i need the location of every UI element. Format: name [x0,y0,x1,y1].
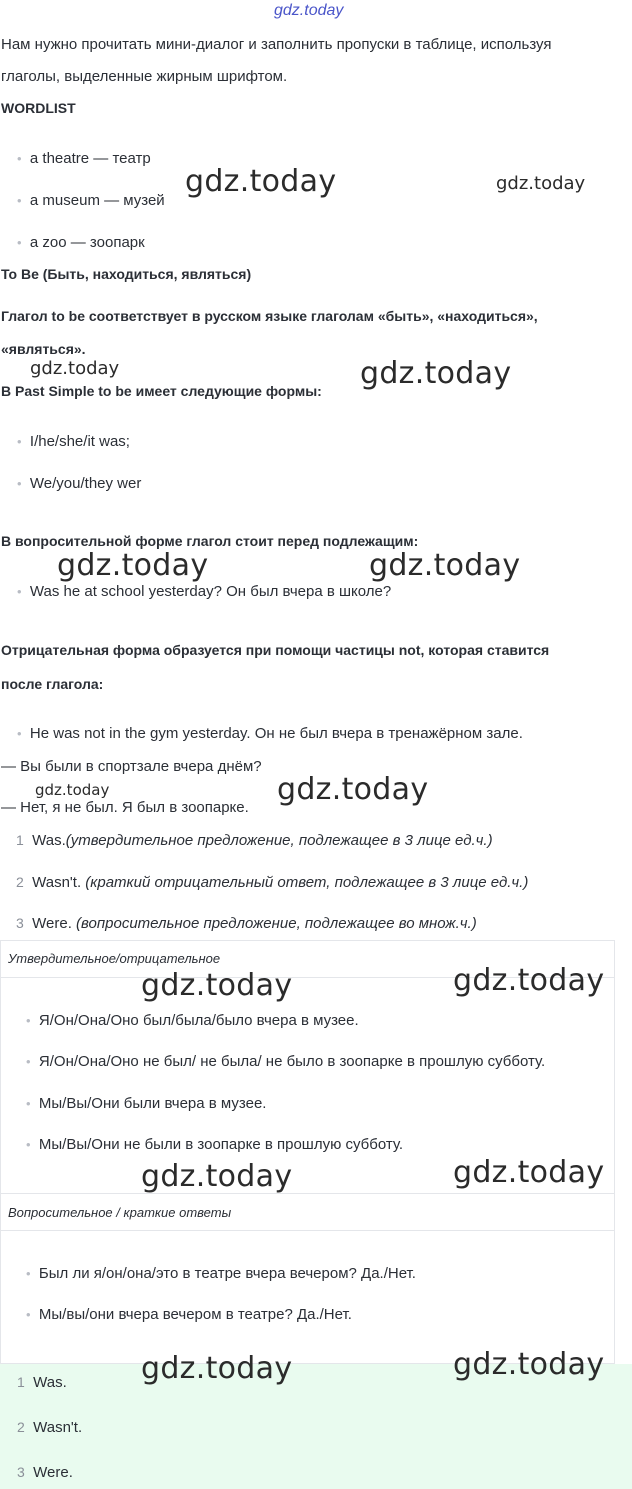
bullet-icon: • [26,1096,31,1111]
tobe-heading: To Be (Быть, находиться, являться) [1,266,252,282]
tobe-desc-line-1: Глагол to be соответствует в русском языке глаголам «быть», «находиться», [1,308,538,324]
final-answer-row: 2 Wasn't. [17,1419,83,1436]
bullet-icon: • [17,476,22,491]
answer-explained-row: 2 Wasn't. (краткий отрицательный ответ, подлежащее в 3 лице ед.ч.) [16,874,529,891]
watermark: gdz.today [360,356,512,391]
bullet-icon: • [17,584,22,599]
watermark: gdz.today [185,164,337,199]
watermark: gdz.today [369,548,521,583]
table-item: • Я/Он/Она/Оно не был/ не была/ не было в зоопарке в прошлую субботу. [26,1053,546,1070]
table-section-header [0,1193,615,1231]
bullet-icon: • [17,193,22,208]
question-example: • Was he at school yesterday? Он был вчера в школе? [17,583,392,600]
table-section-body [0,1230,615,1364]
form-item: • I/he/she/it was; [17,433,130,450]
bullet-icon: • [17,235,22,250]
negative-line-1: Отрицательная форма образуется при помощи частицы not, которая ставится [1,642,550,658]
bullet-icon: • [26,1307,31,1322]
table-item: • Мы/Вы/Они были вчера в музее. [26,1095,267,1112]
watermark: gdz.today [496,173,586,194]
form-item: • We/you/they wer [17,475,142,492]
watermark: gdz.today [453,963,605,998]
bullet-icon: • [17,726,22,741]
final-answer-row: 1 Was. [17,1374,67,1391]
intro-line-2: глаголы, выделенные жирным шрифтом. [1,68,288,85]
final-answer-row: 3 Were. [17,1464,73,1481]
negative-example: • He was not in the gym yesterday. Он не был вчера в тренажёрном зале. [17,725,523,742]
table-item: • Я/Он/Она/Оно был/была/было вчера в музее. [26,1012,359,1029]
table-item: • Мы/Вы/Они не были в зоопарке в прошлую субботу. [26,1136,404,1153]
negative-line-2: после глагола: [1,676,104,692]
watermark: gdz.today [35,781,110,799]
table-item: • Мы/вы/они вчера вечером в театре? Да./Нет. [26,1306,352,1323]
tobe-desc-line-2: «являться». [1,341,86,357]
bullet-icon: • [17,151,22,166]
watermark: gdz.today [141,1351,293,1386]
section1-title: Утвердительное/отрицательное [8,951,221,966]
site-logo[interactable]: gdz.today [274,2,344,19]
table-item: • Был ли я/он/она/это в театре вчера вечером? Да./Нет. [26,1265,416,1282]
answer-explained-row: 1 Was.(утвердительное предложение, подлежащее в 3 лице ед.ч.) [16,832,493,849]
watermark: gdz.today [141,968,293,1003]
answer-explained-row: 3 Were. (вопросительное предложение, подлежащее во множ.ч.) [16,915,477,932]
past-simple-heading: В Past Simple to be имеет следующие формы: [1,383,322,399]
question-heading: В вопросительной форме глагол стоит перед подлежащим: [1,533,419,549]
wordlist-item: • a theatre — театр [17,150,151,167]
answer-block [0,1364,632,1489]
watermark: gdz.today [141,1159,293,1194]
watermark: gdz.today [453,1347,605,1382]
bullet-icon: • [26,1266,31,1281]
watermark: gdz.today [453,1155,605,1190]
watermark: gdz.today [277,772,429,807]
dialog-line-2: — Нет, я не был. Я был в зоопарке. [1,799,249,816]
section2-title: Вопросительное / краткие ответы [8,1205,232,1220]
wordlist-item: • a zoo — зоопарк [17,234,145,251]
watermark: gdz.today [57,548,209,583]
watermark: gdz.today [30,358,120,379]
bullet-icon: • [26,1013,31,1028]
bullet-icon: • [26,1137,31,1152]
intro-line-1: Нам нужно прочитать мини-диалог и заполнить пропуски в таблице, используя [1,36,552,53]
wordlist-title: WORDLIST [1,100,76,116]
dialog-line-1: — Вы были в спортзале вчера днём? [1,758,262,775]
bullet-icon: • [17,434,22,449]
wordlist-item: • a museum — музей [17,192,165,209]
bullet-icon: • [26,1054,31,1069]
